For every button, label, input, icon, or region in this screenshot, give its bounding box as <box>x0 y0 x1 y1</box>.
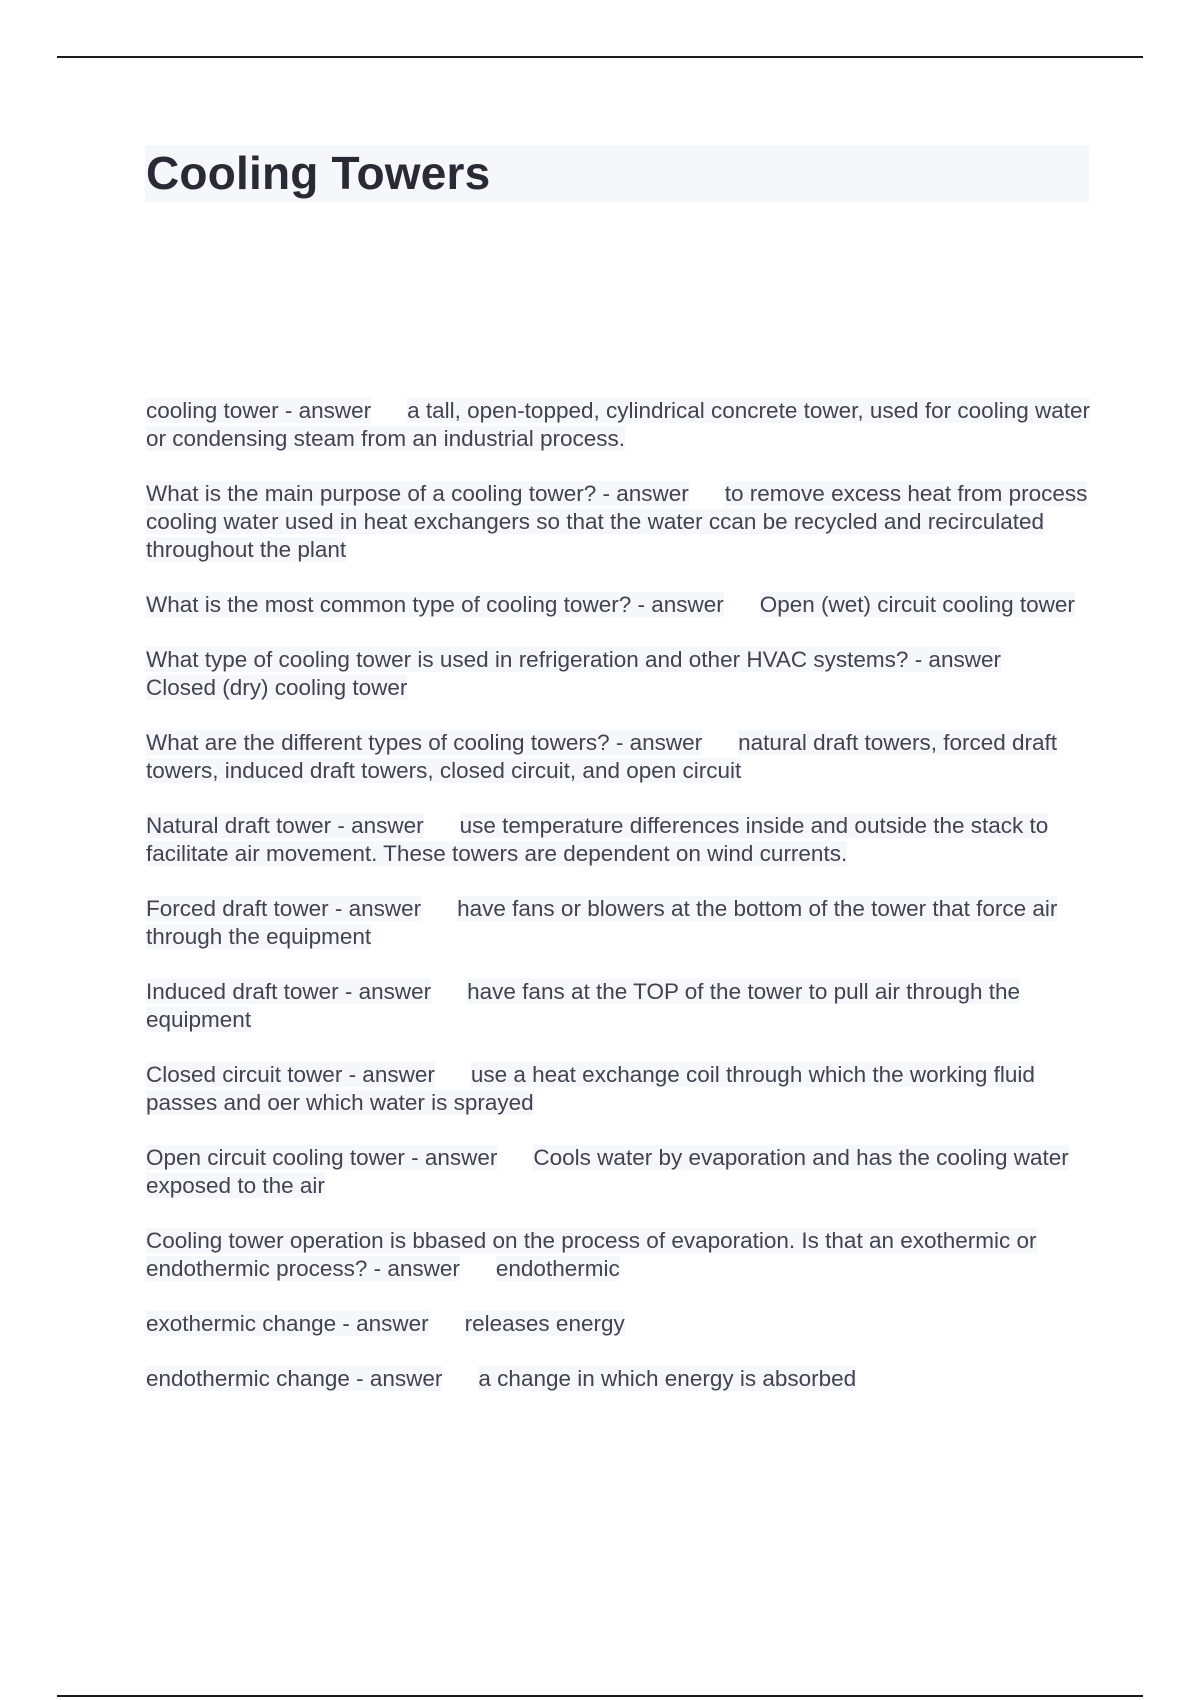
flashcard-item <box>146 1144 1096 1200</box>
bottom-rule <box>57 1695 1143 1697</box>
flashcard-item <box>146 591 1096 619</box>
flashcard-item <box>146 1310 1096 1338</box>
flashcard-item <box>146 812 1096 868</box>
flashcard-term: exothermic change - answer <box>146 1311 429 1336</box>
flashcard-term: What are the different types of cooling towers? - answer <box>146 730 703 755</box>
flashcard-list <box>146 397 1096 1420</box>
flashcard-item <box>146 1061 1096 1117</box>
flashcard-term: What type of cooling tower is used in refrigeration and other HVAC systems? - answer <box>146 647 1001 672</box>
flashcard-term: cooling tower - answer <box>146 398 372 423</box>
flashcard-definition: use temperature differences inside and outside the stack to facilitate air movement. These towers are dependent on wind currents. <box>146 813 1049 866</box>
flashcard-item <box>146 1365 1096 1393</box>
flashcard-definition: use a heat exchange coil through which the working fluid passes and oer which water is sprayed <box>146 1062 1035 1115</box>
flashcard-definition: releases energy <box>464 1311 625 1336</box>
flashcard-term: Open circuit cooling tower - answer <box>146 1145 498 1170</box>
flashcard-term: Natural draft tower - answer <box>146 813 424 838</box>
flashcard-item <box>146 895 1096 951</box>
flashcard-term: Closed circuit tower - answer <box>146 1062 435 1087</box>
flashcard-definition: Closed (dry) cooling tower <box>146 675 408 700</box>
flashcard-definition: endothermic <box>495 1256 620 1281</box>
flashcard-definition: a tall, open-topped, cylindrical concrete tower, used for cooling water or condensing steam from an industrial process. <box>146 398 1090 451</box>
flashcard-term: Forced draft tower - answer <box>146 896 422 921</box>
flashcard-term: What is the main purpose of a cooling tower? - answer <box>146 481 689 506</box>
flashcard-definition: have fans at the TOP of the tower to pull air through the equipment <box>146 979 1020 1032</box>
flashcard-item <box>146 480 1096 564</box>
flashcard-item <box>146 1227 1096 1283</box>
flashcard-item <box>146 646 1096 702</box>
flashcard-definition: have fans or blowers at the bottom of the tower that force air through the equipment <box>146 896 1058 949</box>
flashcard-definition: Open (wet) circuit cooling tower <box>759 592 1075 617</box>
flashcard-term: endothermic change - answer <box>146 1366 443 1391</box>
flashcard-term: Induced draft tower - answer <box>146 979 432 1004</box>
flashcard-definition: a change in which energy is absorbed <box>478 1366 857 1391</box>
flashcard-item <box>146 978 1096 1034</box>
flashcard-definition: Cools water by evaporation and has the cooling water exposed to the air <box>146 1145 1069 1198</box>
document-title: Cooling Towers <box>146 147 491 199</box>
top-rule <box>57 56 1143 58</box>
flashcard-item <box>146 729 1096 785</box>
flashcard-term: Cooling tower operation is bbased on the process of evaporation. Is that an exothermic or endothermic process? - answer <box>146 1228 1037 1281</box>
flashcard-definition: to remove excess heat from process cooling water used in heat exchangers so that the water ccan be recycled and recirculated throughout the plant <box>146 481 1088 562</box>
flashcard-definition: natural draft towers, forced draft towers, induced draft towers, closed circuit, and open circuit <box>146 730 1058 783</box>
flashcard-term: What is the most common type of cooling tower? - answer <box>146 592 724 617</box>
flashcard-item <box>146 397 1096 453</box>
